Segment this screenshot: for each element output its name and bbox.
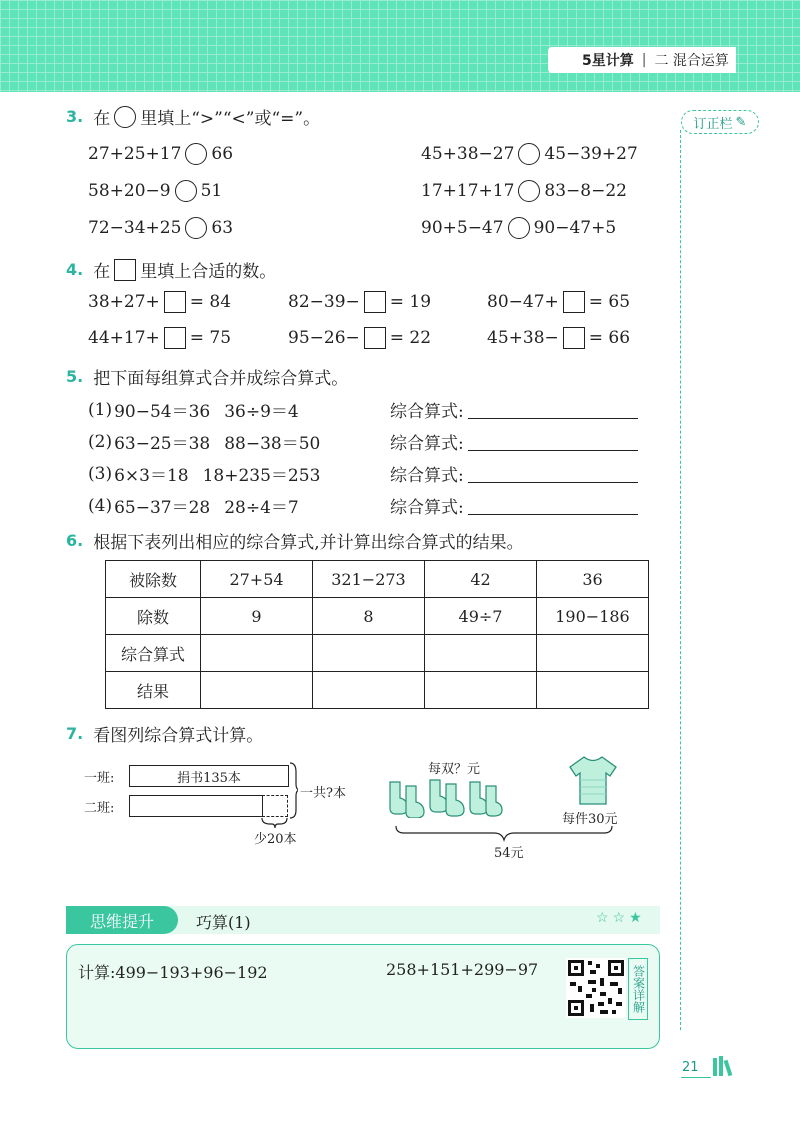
pencil-icon: ✎ — [735, 114, 747, 130]
equation: 36÷9＝4 — [224, 402, 299, 422]
less-label: 少20本 — [254, 832, 297, 847]
question-text: 把下面每组算式合并成综合算式。 — [93, 369, 349, 389]
expression: 83−8−22 — [544, 181, 627, 201]
expression: 90+5−47 — [421, 218, 504, 238]
header-separator: | — [641, 52, 647, 68]
question-5-title — [66, 364, 348, 389]
fill-item — [487, 291, 630, 313]
answer-cell[interactable] — [313, 635, 425, 672]
answer-cell[interactable] — [425, 635, 537, 672]
row-header: 除数 — [106, 598, 201, 635]
compare-circle[interactable] — [185, 217, 207, 239]
expression: = 22 — [389, 328, 432, 348]
expression: 27+25+17 — [88, 144, 182, 164]
question-text: 看图列综合算式计算。 — [93, 726, 264, 746]
answer-box[interactable] — [364, 327, 386, 349]
question-text: 里填上“>”“<”或“=”。 — [140, 109, 321, 129]
qr-code-icon — [566, 958, 626, 1018]
shirt-price-label: 每件30元 — [562, 812, 618, 827]
question-number: 5. — [66, 367, 84, 386]
question-number: 3. — [66, 107, 84, 126]
question-text: 在 — [93, 109, 111, 129]
fill-item — [288, 291, 431, 313]
compare-circle[interactable] — [518, 143, 540, 165]
correction-column-line — [680, 130, 681, 1030]
table-cell: 321−273 — [313, 561, 425, 598]
answer-blank[interactable] — [468, 496, 638, 515]
compare-circle[interactable] — [508, 217, 530, 239]
expression: 45+38−27 — [421, 144, 515, 164]
socks-illustration — [384, 776, 504, 818]
answer-box[interactable] — [164, 327, 186, 349]
answer-cell[interactable] — [201, 672, 313, 709]
compare-item — [421, 180, 627, 202]
compare-circle[interactable] — [518, 180, 540, 202]
row-index: (4) — [88, 495, 113, 516]
calc-expression-2: 258+151+299−97 — [386, 960, 539, 979]
star-rating-icon: ☆☆★ — [596, 910, 646, 926]
question-text: 里填上合适的数。 — [140, 262, 277, 282]
expression: 45+38− — [487, 328, 559, 348]
answer-box[interactable] — [364, 291, 386, 313]
expression: 72−34+25 — [88, 218, 182, 238]
correction-label-text: 订正栏 — [693, 116, 733, 132]
answer-cell[interactable] — [425, 672, 537, 709]
table-cell: 36 — [537, 561, 649, 598]
row-header: 结果 — [106, 672, 201, 709]
answer-label: 综合算式: — [390, 466, 464, 486]
answer-blank[interactable] — [468, 400, 638, 419]
class-two-label: 二班: — [84, 801, 115, 816]
question-number: 6. — [66, 531, 84, 550]
fill-item — [88, 327, 231, 349]
question-text: 根据下表列出相应的综合算式,并计算出综合算式的结果。 — [93, 533, 524, 553]
expression: 38+27+ — [88, 292, 160, 312]
total-label: 一共?本 — [300, 786, 346, 801]
answer-line — [390, 493, 638, 518]
answer-blank[interactable] — [468, 432, 638, 451]
table-row — [106, 672, 649, 709]
expression: 17+17+17 — [421, 181, 515, 201]
answer-blank[interactable] — [468, 464, 638, 483]
question-6-title — [66, 528, 524, 553]
table-row — [106, 635, 649, 672]
combine-row — [88, 493, 299, 518]
combine-row — [88, 461, 320, 486]
division-table — [105, 560, 649, 709]
combine-row — [88, 429, 320, 454]
compare-item — [421, 217, 616, 239]
sum-brace — [394, 824, 614, 844]
row-index: (2) — [88, 431, 113, 452]
expression: 45−39+27 — [544, 144, 638, 164]
page-number-underline — [681, 1077, 711, 1078]
table-cell: 42 — [425, 561, 537, 598]
compare-item — [421, 143, 638, 165]
answer-label: 综合算式: — [390, 402, 464, 422]
answer-line — [390, 397, 638, 422]
compare-item — [88, 180, 222, 202]
chapter-label: 二 混合运算 — [654, 53, 729, 69]
equation: 90−54＝36 — [114, 402, 211, 422]
correction-column-label — [681, 110, 759, 134]
circle-icon — [114, 106, 136, 128]
table-row — [106, 561, 649, 598]
table-cell: 27+54 — [201, 561, 313, 598]
header-grid-pattern — [0, 0, 800, 92]
page-number — [682, 1060, 699, 1075]
table-cell: 49÷7 — [425, 598, 537, 635]
expression: = 84 — [189, 292, 232, 312]
combine-row — [88, 397, 299, 422]
row-index: (3) — [88, 463, 113, 484]
qr-label-text: 答案详解 — [631, 965, 646, 1013]
answer-line — [390, 429, 638, 454]
question-4-title — [66, 257, 276, 282]
compare-item — [88, 217, 233, 239]
equation: 18+235＝253 — [202, 466, 321, 486]
question-number: 4. — [66, 260, 84, 279]
expression: 66 — [211, 144, 234, 164]
row-header: 被除数 — [106, 561, 201, 598]
row-index: (1) — [88, 399, 113, 420]
calc-expression-1: 计算:499−193+96−192 — [78, 963, 268, 982]
books-label: 捐书135本 — [177, 770, 241, 786]
expression: 90−47+5 — [533, 218, 617, 238]
square-icon — [114, 259, 136, 281]
compare-circle[interactable] — [175, 180, 197, 202]
brand-label: 5星计算 — [582, 53, 634, 69]
fill-item — [88, 291, 231, 313]
compare-item — [88, 143, 233, 165]
answer-line — [390, 461, 638, 486]
compare-circle[interactable] — [185, 143, 207, 165]
question-number: 7. — [66, 724, 84, 743]
answer-cell[interactable] — [537, 635, 649, 672]
thinking-tag — [66, 906, 178, 934]
answer-label: 综合算式: — [390, 498, 464, 518]
expression: 51 — [200, 181, 223, 201]
equation: 28÷4＝7 — [224, 498, 299, 518]
class-one-label: 一班: — [84, 771, 115, 786]
answer-box[interactable] — [563, 291, 585, 313]
answer-cell[interactable] — [313, 672, 425, 709]
expression: 44+17+ — [88, 328, 160, 348]
books-icon — [712, 1056, 738, 1078]
table-cell: 190−186 — [537, 598, 649, 635]
row-header: 综合算式 — [106, 635, 201, 672]
thinking-tag-text: 思维提升 — [89, 911, 154, 931]
expression: = 75 — [189, 328, 232, 348]
expression: 95−26− — [288, 328, 360, 348]
expression: = 19 — [389, 292, 432, 312]
page-number-text: 21 — [682, 1060, 699, 1075]
answer-cell[interactable] — [537, 672, 649, 709]
table-row — [106, 598, 649, 635]
equation: 63−25＝38 — [114, 434, 211, 454]
fill-item — [288, 327, 431, 349]
expression: = 66 — [588, 328, 631, 348]
question-text: 在 — [93, 262, 111, 282]
question-3-title — [66, 104, 320, 129]
expression: 82−39− — [288, 292, 360, 312]
answer-detail-label — [628, 958, 648, 1020]
sock-price-label: 每双？元 — [428, 762, 481, 777]
expression: 80−47+ — [487, 292, 559, 312]
table-cell: 8 — [313, 598, 425, 635]
answer-cell[interactable] — [201, 635, 313, 672]
question-7-title — [66, 721, 263, 746]
fill-item — [487, 327, 630, 349]
expression: 58+20−9 — [88, 181, 171, 201]
equation: 88−38＝50 — [224, 434, 321, 454]
equation: 6×3＝18 — [114, 466, 189, 486]
expression: = 65 — [588, 292, 631, 312]
equation: 65−37＝28 — [114, 498, 211, 518]
answer-label: 综合算式: — [390, 434, 464, 454]
answer-box[interactable] — [563, 327, 585, 349]
thinking-title: 巧算(1) — [196, 913, 251, 932]
expression: 63 — [211, 218, 234, 238]
table-cell: 9 — [201, 598, 313, 635]
chapter-tab — [548, 47, 736, 73]
class-two-bar — [129, 795, 263, 817]
answer-box[interactable] — [164, 291, 186, 313]
shirt-illustration — [568, 754, 618, 806]
sum-label: 54元 — [494, 846, 524, 861]
